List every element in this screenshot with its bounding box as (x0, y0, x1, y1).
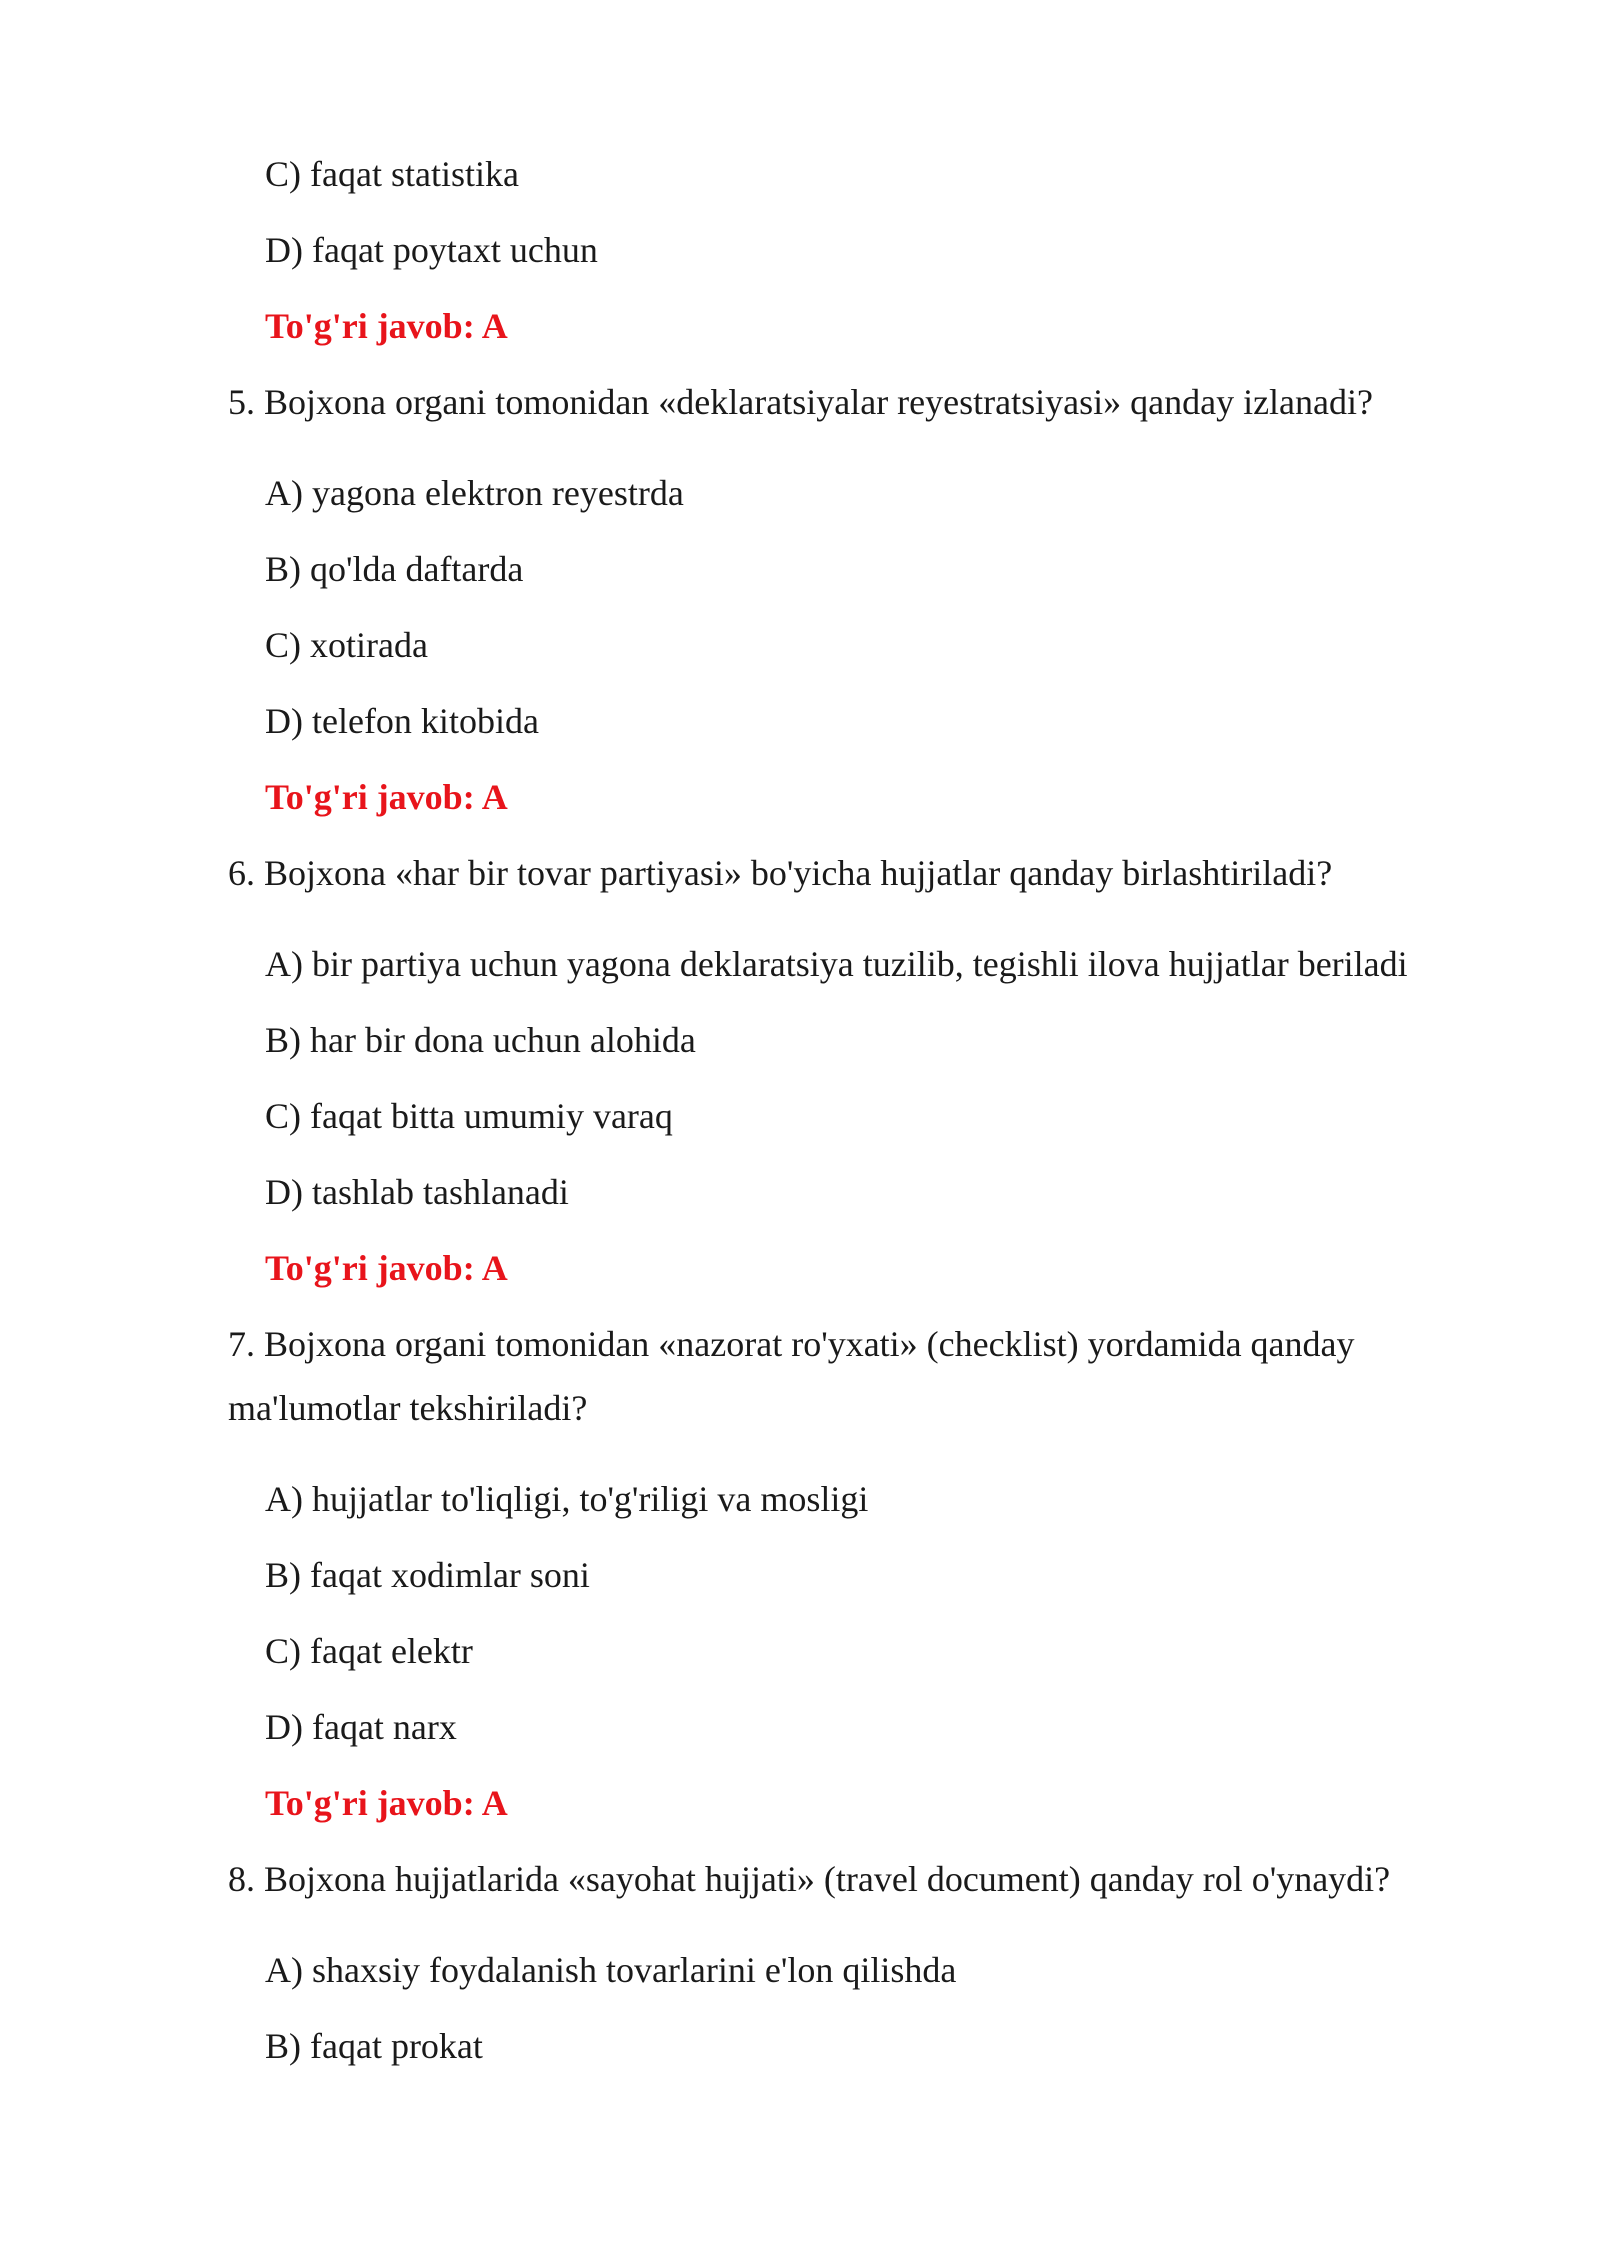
option-d: D) tashlab tashlanadi (265, 1172, 569, 1212)
question-8: 8. Bojxona hujjatlarida «sayohat hujjati» (travel document) qanday rol o'ynaydi? (228, 1859, 1391, 1899)
option-b: B) qo'lda daftarda (265, 549, 524, 589)
option-b: B) faqat xodimlar soni (265, 1555, 590, 1595)
correct-answer: To'g'ri javob: A (265, 306, 508, 346)
question-6: 6. Bojxona «har bir tovar partiyasi» bo'yicha hujjatlar qanday birlashtiriladi? (228, 853, 1333, 893)
option-d: D) faqat poytaxt uchun (265, 230, 598, 270)
option-a: A) yagona elektron reyestrda (265, 473, 684, 513)
option-d: D) telefon kitobida (265, 701, 539, 741)
option-c: C) xotirada (265, 625, 428, 665)
option-a: A) shaxsiy foydalanish tovarlarini e'lon qilishda (265, 1950, 957, 1990)
option-d: D) faqat narx (265, 1707, 457, 1747)
question-5: 5. Bojxona organi tomonidan «deklaratsiyalar reyestratsiyasi» qanday izlanadi? (228, 382, 1373, 422)
correct-answer: To'g'ri javob: A (265, 1248, 508, 1288)
option-a: A) bir partiya uchun yagona deklaratsiya tuzilib, tegishli ilova hujjatlar beriladi (265, 944, 1408, 984)
option-c: C) faqat elektr (265, 1631, 473, 1671)
correct-answer: To'g'ri javob: A (265, 1783, 508, 1823)
option-b: B) har bir dona uchun alohida (265, 1020, 696, 1060)
option-c: C) faqat bitta umumiy varaq (265, 1096, 673, 1136)
option-c: C) faqat statistika (265, 154, 519, 194)
option-a: A) hujjatlar to'liqligi, to'g'riligi va mosligi (265, 1479, 869, 1519)
correct-answer: To'g'ri javob: A (265, 777, 508, 817)
option-b: B) faqat prokat (265, 2026, 483, 2066)
question-7-continued: ma'lumotlar tekshiriladi? (228, 1388, 588, 1428)
question-7: 7. Bojxona organi tomonidan «nazorat ro'yxati» (checklist) yordamida qanday (228, 1324, 1355, 1364)
